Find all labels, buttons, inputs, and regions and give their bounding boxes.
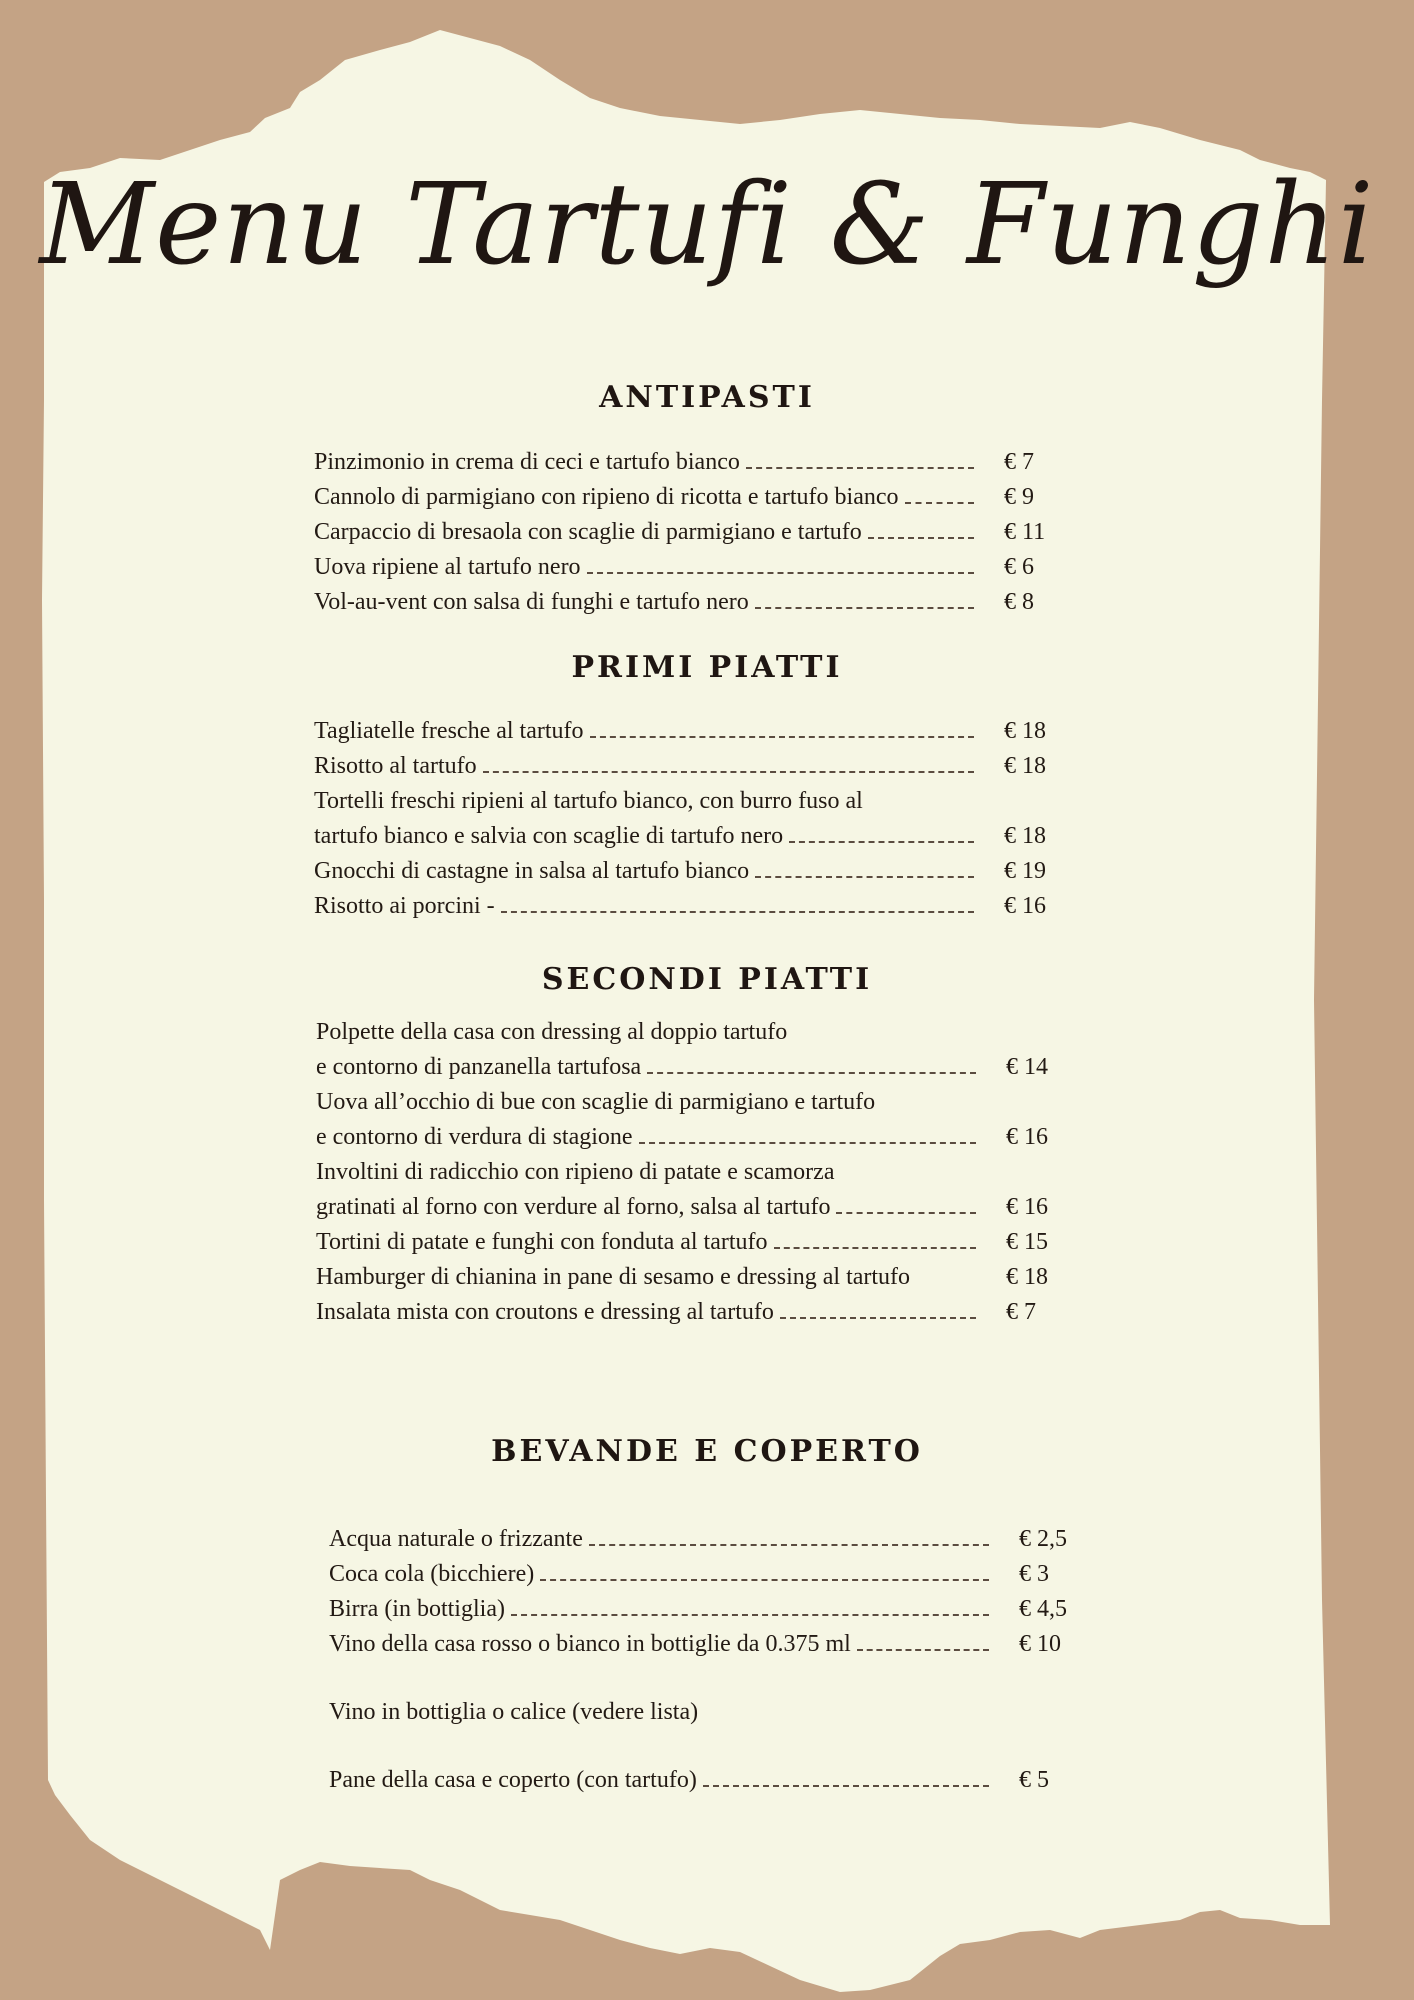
item-name: e contorno di panzanella tartufosa [316, 1054, 642, 1080]
item-price: € 7 [1006, 1299, 1036, 1325]
item-name: Tortini di patate e funghi con fonduta al tartufo [316, 1229, 768, 1255]
menu-item [314, 714, 1074, 749]
item-name: Risotto ai porcini - [314, 893, 495, 919]
dotted-leader [755, 606, 974, 609]
dotted-leader [511, 1613, 989, 1616]
item-name: e contorno di verdura di stagione [316, 1124, 633, 1150]
item-price: € 16 [1004, 893, 1046, 919]
dotted-leader [540, 1578, 989, 1581]
item-price: € 14 [1006, 1054, 1048, 1080]
menu-item [314, 749, 1074, 784]
item-name: Acqua naturale o frizzante [329, 1526, 583, 1552]
dotted-leader [789, 840, 974, 843]
primi-piatti-list [314, 714, 1074, 924]
item-name-line: Polpette della casa con dressing al doppio tartufo [316, 1019, 788, 1045]
item-price: € 6 [1004, 554, 1034, 580]
menu-item [314, 445, 1074, 480]
item-name: Pinzimonio in crema di ceci e tartufo bianco [314, 449, 740, 475]
item-name: Carpaccio di bresaola con scaglie di parmigiano e tartufo [314, 519, 862, 545]
secondi-piatti-list [316, 1015, 1076, 1330]
menu-item [314, 585, 1074, 620]
menu-item [314, 819, 1074, 854]
dotted-leader [647, 1071, 976, 1074]
section-title-bevande-e-coperto: BEVANDE E COPERTO [491, 1434, 923, 1469]
menu-item [316, 1225, 1076, 1260]
menu-item [314, 480, 1074, 515]
item-name: gratinati al forno con verdure al forno, salsa al tartufo [316, 1194, 831, 1220]
item-price: € 9 [1004, 484, 1034, 510]
dotted-leader [639, 1141, 976, 1144]
dotted-leader [836, 1211, 976, 1214]
item-name-line: Uova all’occhio di bue con scaglie di parmigiano e tartufo [316, 1089, 876, 1115]
item-name: Cannolo di parmigiano con ripieno di ricotta e tartufo bianco [314, 484, 899, 510]
dotted-leader [774, 1246, 976, 1249]
item-price: € 3 [1019, 1561, 1049, 1587]
item-price: € 18 [1006, 1264, 1048, 1290]
dotted-leader [587, 571, 974, 574]
item-name: Vol-au-vent con salsa di funghi e tartufo nero [314, 589, 749, 615]
dotted-leader [703, 1784, 989, 1787]
page-title: Menu Tartufi & Funghi [39, 160, 1375, 290]
menu-item [316, 1260, 1076, 1295]
item-name: Hamburger di chianina in pane di sesamo e dressing al tartufo [316, 1264, 911, 1290]
item-price: € 18 [1004, 753, 1046, 779]
menu-item [316, 1120, 1076, 1155]
item-name: Birra (in bottiglia) [329, 1596, 505, 1622]
dotted-leader [501, 910, 974, 913]
menu-item [316, 1295, 1076, 1330]
dotted-leader [590, 735, 974, 738]
menu-item [316, 1190, 1076, 1225]
item-price: € 4,5 [1019, 1596, 1067, 1622]
menu-item [314, 550, 1074, 585]
item-name: Vino della casa rosso o bianco in bottiglie da 0.375 ml [329, 1631, 851, 1657]
antipasti-list [314, 445, 1074, 620]
menu-item [314, 515, 1074, 550]
item-price: € 2,5 [1019, 1526, 1067, 1552]
dotted-leader [483, 770, 974, 773]
menu-item [314, 854, 1074, 889]
item-name: Coca cola (bicchiere) [329, 1561, 535, 1587]
item-name: Tagliatelle fresche al tartufo [314, 718, 584, 744]
dotted-leader [589, 1543, 989, 1546]
item-name: Gnocchi di castagne in salsa al tartufo bianco [314, 858, 750, 884]
dotted-leader [857, 1648, 989, 1651]
menu-item [329, 1763, 1089, 1798]
menu-item [316, 1050, 1076, 1085]
item-price: € 8 [1004, 589, 1034, 615]
item-name-line: Tortelli freschi ripieni al tartufo bianco, con burro fuso al [314, 788, 863, 814]
item-price: € 15 [1006, 1229, 1048, 1255]
bevande-list [329, 1522, 1089, 1798]
item-name: Risotto al tartufo [314, 753, 477, 779]
item-price: € 19 [1004, 858, 1046, 884]
section-title-primi-piatti: PRIMI PIATTI [571, 650, 843, 685]
item-name: Insalata mista con croutons e dressing al tartufo [316, 1299, 774, 1325]
item-price: € 16 [1006, 1194, 1048, 1220]
item-price: € 10 [1019, 1631, 1061, 1657]
item-name-line: Involtini di radicchio con ripieno di patate e scamorza [316, 1159, 835, 1185]
item-name: Pane della casa e coperto (con tartufo) [329, 1767, 697, 1793]
menu-item [329, 1592, 1089, 1627]
menu-item [329, 1522, 1089, 1557]
dotted-leader [905, 501, 975, 504]
item-price: € 18 [1004, 823, 1046, 849]
item-price: € 7 [1004, 449, 1034, 475]
item-name: tartufo bianco e salvia con scaglie di tartufo nero [314, 823, 784, 849]
section-title-secondi-piatti: SECONDI PIATTI [541, 962, 873, 997]
wine-note: Vino in bottiglia o calice (vedere lista) [329, 1699, 699, 1725]
item-price: € 16 [1006, 1124, 1048, 1150]
item-name: Uova ripiene al tartufo nero [314, 554, 581, 580]
menu-item [329, 1557, 1089, 1592]
section-title-antipasti: ANTIPASTI [599, 380, 815, 415]
dotted-leader [868, 536, 974, 539]
dotted-leader [746, 466, 974, 469]
dotted-leader [780, 1316, 976, 1319]
menu-item [329, 1627, 1089, 1662]
item-price: € 18 [1004, 718, 1046, 744]
dotted-leader [755, 875, 974, 878]
menu-item [314, 889, 1074, 924]
item-price: € 5 [1019, 1767, 1049, 1793]
item-price: € 11 [1004, 519, 1046, 545]
